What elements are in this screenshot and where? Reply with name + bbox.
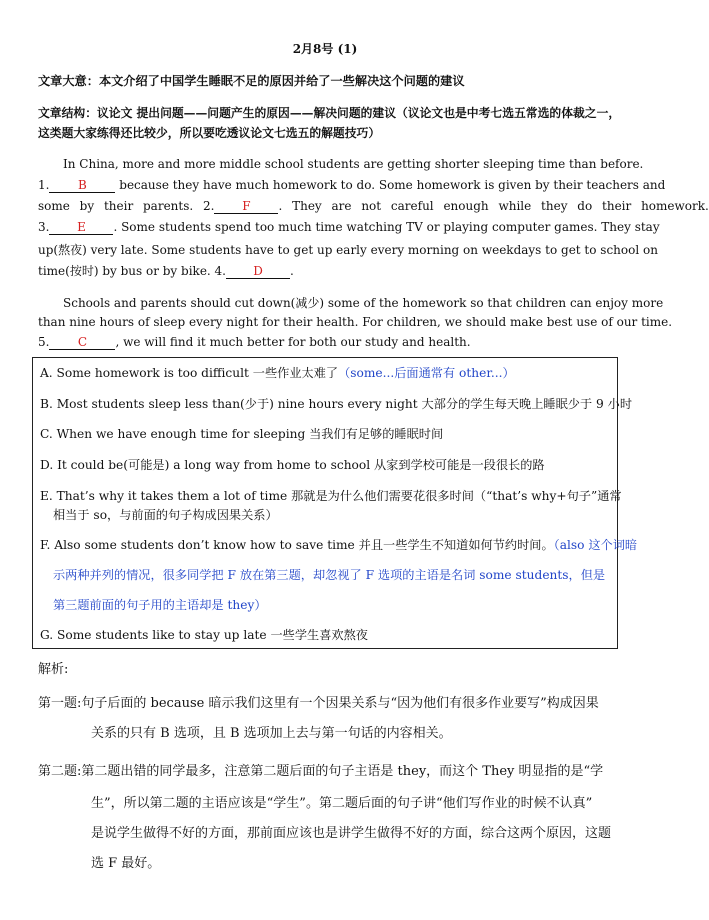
option-a-note: （some...后面通常有 other...） [338,366,515,380]
analysis-q2-line2: 生”，所以第二题的主语应该是“学生”。第二题后面的句子讲“他们写作业的时候不认真” [91,796,593,811]
structure-line-2: 这类题大家练得还比较少，所以要吃透议论文七选五的解题技巧） [38,126,381,140]
option-a-text: A. Some homework is too difficult 一些作业太难了 [40,366,339,380]
summary-line [38,72,614,89]
option-f [40,536,638,553]
analysis-q1-label: 第一题: [38,696,82,711]
structure-text-1: 议论文 提出问题——问题产生的原因——解决问题的建议（议论文也是中考七选五常选的体裁之一， [97,106,621,120]
passage-p1-line6 [38,262,614,279]
option-f-text: F. Also some students don’t know how to save time 并且一些学生不知道如何节约时间。 [40,538,554,552]
blank-5 [49,336,115,350]
summary-label: 文章大意： [38,74,99,88]
blank-1 [49,179,115,193]
structure-label: 文章结构： [38,106,97,120]
page-title: 2月8号 (1) [292,42,358,56]
option-a [40,364,610,381]
blank-5-answer: C [77,335,88,349]
options-box [32,357,638,649]
passage-p1-line3-text: . They are not careful enough while they do their homework. [278,199,709,213]
analysis-q2-line3: 是说学生做得不好的方面，那前面应该也是讲学生做得不好的方面，综合这两个原因，这题 [91,826,612,841]
analysis-q1-text1: 句子后面的 because 暗示我们这里有一个因果关系与“因为他们有很多作业要写”构成因果 [81,696,599,711]
blank-3-answer: E [77,220,86,234]
blank-1-number: 1. [38,178,50,192]
option-f-note-line3: 第三题前面的句子用的主语却是 they） [53,598,267,612]
option-b: B. Most students sleep less than(少于) nine hours every night 大部分的学生每天晚上睡眠少于 9 小时 [40,397,633,411]
passage-p2-line3-text: , we will find it much better for both our study and health. [115,335,471,349]
option-c: C. When we have enough time for sleeping 当我们有足够的睡眠时间 [40,427,444,441]
passage-p1-line3-pre: some by their parents. 2. [38,199,215,213]
passage-p1-line6-pre: time(按时) by bus or by bike. 4. [38,264,226,278]
blank-4-answer: D [253,264,263,278]
blank-5-number: 5. [38,335,50,349]
passage-p1-line6-end: . [290,264,294,278]
passage-p2-line2: than nine hours of sleep every night for their health. For children, we should make best use of our time. [38,315,673,329]
analysis-q2-line1 [38,760,614,779]
passage-p1-line2-text: because they have much homework to do. Some homework is given by their teachers and [115,178,666,192]
analysis-q2-line4: 选 F 最好。 [91,856,161,871]
blank-1-answer: B [78,178,87,192]
analysis-q1-line1 [38,692,614,711]
option-f-note-line2: 示两种并列的情况，很多同学把 F 放在第三题，却忽视了 F 选项的主语是名词 some students，但是 [53,568,606,582]
option-e-line2: 相当于 so，与前面的句子构成因果关系） [53,508,278,522]
passage-p1-line1: In China, more and more middle school students are getting shorter sleeping time than before. [63,157,644,171]
blank-3-number: 3. [38,220,50,234]
blank-2 [214,200,278,214]
option-g: G. Some students like to stay up late 一些学生喜欢熬夜 [40,628,368,642]
blank-2-answer: F [242,199,251,213]
passage-p1-line4-text: . Some students spend too much time watching TV or playing computer games. They stay [113,220,660,234]
passage-p2-line3 [38,335,614,350]
passage-p2-line1: Schools and parents should cut down(减少) some of the homework so that children can enjoy more [63,296,664,310]
analysis-q1-line2: 关系的只有 B 选项，且 B 选项加上去与第一句话的内容相关。 [91,726,452,741]
passage-p1-line2 [38,178,666,193]
analysis-q2-label: 第二题: [38,764,82,779]
blank-4 [226,265,290,279]
option-f-note: （also 这个词暗 [553,538,638,552]
analysis-label: 解析: [38,662,69,677]
summary-text: 本文介绍了中国学生睡眠不足的原因并给了一些解决这个问题的建议 [98,74,465,88]
structure-line-1 [38,104,621,121]
option-e: E. That’s why it takes them a lot of time 那就是为什么他们需要花很多时间（“that’s why+句子”通常 [40,489,622,503]
analysis-q2-text1: 第二题出错的同学最多，注意第二题后面的句子主语是 they，而这个 They 明显指的是“学 [81,764,604,779]
passage-p1-line3 [38,199,709,214]
option-d: D. It could be(可能是) a long way from home to school 从家到学校可能是一段很长的路 [40,458,545,472]
passage-p1-line4 [38,220,660,235]
blank-3 [49,221,113,235]
passage-p1-line5: up(熬夜) very late. Some students have to get up early every morning on weekdays to get to school on [38,243,658,257]
